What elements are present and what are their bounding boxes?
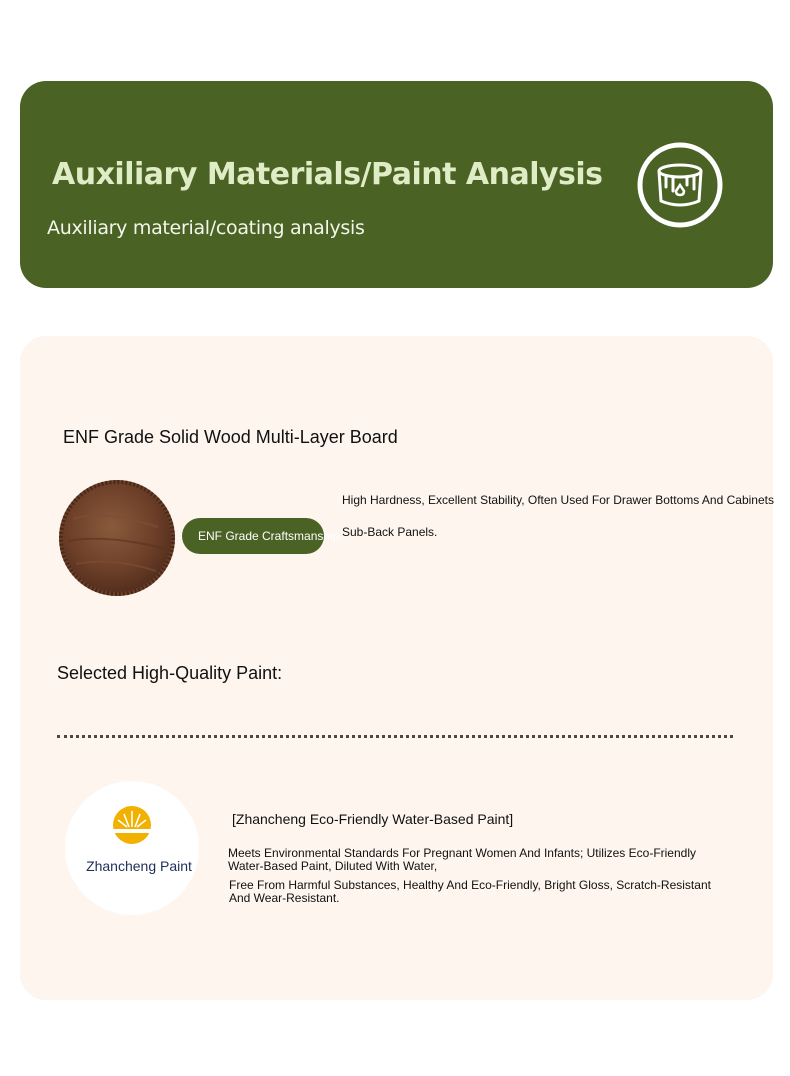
wood-sample-image <box>58 479 176 597</box>
paint-product-name: [Zhancheng Eco-Friendly Water-Based Paint] <box>232 811 514 827</box>
brand-logo <box>65 781 199 915</box>
sun-logo-icon <box>112 805 152 845</box>
dotted-divider <box>57 735 733 738</box>
brand-logo-text: Zhancheng Paint <box>86 858 192 874</box>
paint-section-heading: Selected High-Quality Paint: <box>57 663 283 683</box>
page-subtitle: Auxiliary material/coating analysis <box>47 217 365 239</box>
paint-description: Meets Environmental Standards For Pregnant Women And Infants; Utilizes Eco-Friendly Water-Based Paint, Diluted With Water, <box>228 846 696 873</box>
board-description-line1: High Hardness, Excellent Stability, Often Used For Drawer Bottoms And Cabinets <box>342 493 774 507</box>
page-title: Auxiliary Materials/Paint Analysis <box>52 157 603 192</box>
paint-bucket-icon <box>636 141 724 229</box>
craftsmanship-badge: ENF Grade Craftsmanship <box>182 518 324 554</box>
header-banner <box>20 81 773 288</box>
content-card <box>20 336 773 1000</box>
board-description-line2: Sub-Back Panels. <box>342 525 438 539</box>
board-title: ENF Grade Solid Wood Multi-Layer Board <box>63 427 398 447</box>
paint-description-continued: Free From Harmful Substances, Healthy And Eco-Friendly, Bright Gloss, Scratch-Resistant And Wear-Resistant. <box>229 878 711 905</box>
